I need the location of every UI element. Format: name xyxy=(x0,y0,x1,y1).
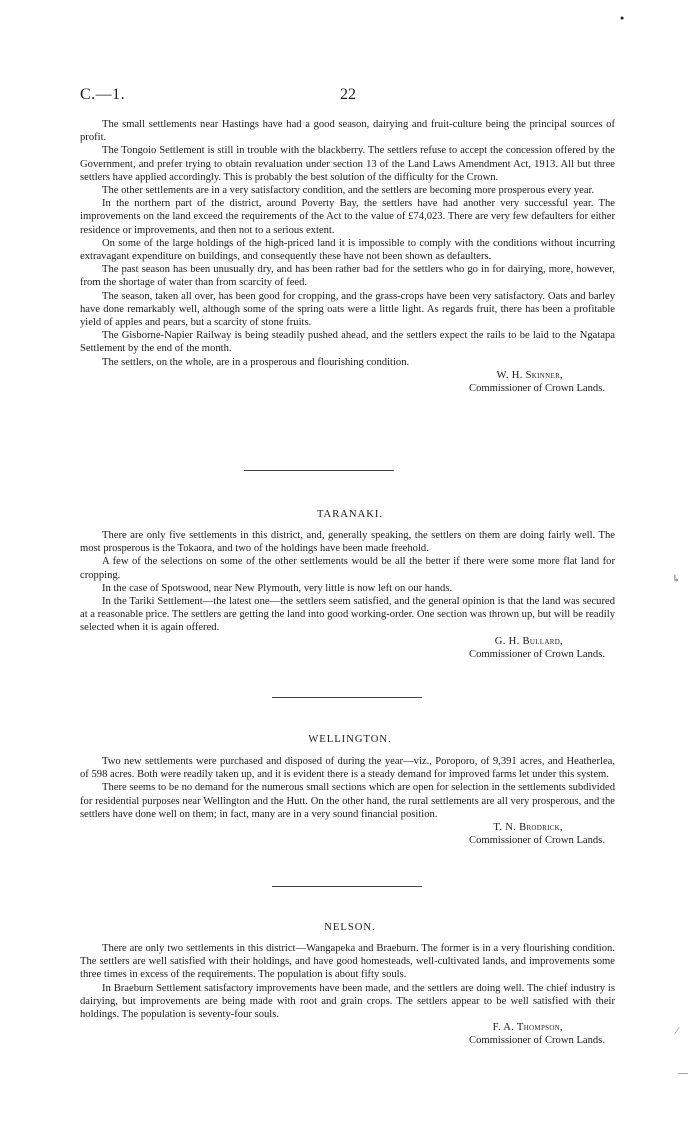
signature-title: Commissioner of Crown Lands. xyxy=(469,383,605,395)
signature-title: Commissioner of Crown Lands. xyxy=(469,1035,605,1047)
report-code: C.—1. xyxy=(80,86,126,103)
margin-mark: — xyxy=(678,1068,688,1079)
signature-name: T. N. Brodrick, xyxy=(493,822,563,834)
paragraph: On some of the large holdings of the high-priced land it is impossible to comply with the conditions without incurring extravagant expenditure on buildings, and consequently these have not been shown as defaulters. xyxy=(80,237,615,263)
taranaki-section xyxy=(80,529,615,661)
signature-title: Commissioner of Crown Lands. xyxy=(469,835,605,847)
scan-speck: ● xyxy=(620,14,625,22)
paragraph: In the northern part of the district, around Poverty Bay, the settlers have had another very successful year. The improvements on the land exceed the requirements of the Act to the value of £74,023. There are very few defaulters for either residence or improvements, and then not to a serious extent. xyxy=(80,198,615,236)
section-title-wellington: WELLINGTON. xyxy=(308,734,392,745)
section-divider xyxy=(244,470,394,471)
signature-block xyxy=(80,635,615,661)
paragraph: In the Tariki Settlement—the latest one—the settlers seem satisfied, and the general opinion is that the land was secured at a reasonable price. The settlers are getting the land into good working-order. One section was thrown up, but will be readily selected when it is again offered. xyxy=(80,596,615,634)
page-number: 22 xyxy=(340,86,356,103)
paragraph: The other settlements are in a very satisfactory condition, and the settlers are becoming more prosperous every year. xyxy=(102,185,595,197)
section-title-nelson: NELSON. xyxy=(324,922,376,933)
paragraph: There seems to be no demand for the numerous small sections which are open for selection in the settlements subdivided for residential purposes near Wellington and the Hutt. On the other hand, the rural settlements are all very prosperous, and the settlers have done well on them; in fact, many are in a very sound financial position. xyxy=(80,782,615,820)
paragraph: There are only two settlements in this district—Wangapeka and Braeburn. The former is in a very flourishing condition. The settlers are well satisfied with their holdings, and have good homesteads, well-cultivated lands, and improvements some three times in excess of the requirements. The population is about fifty souls. xyxy=(80,943,615,981)
signature-block xyxy=(80,369,615,395)
intro-section xyxy=(80,118,615,395)
paragraph: The Gisborne-Napier Railway is being steadily pushed ahead, and the settlers expect the rails to be laid to the Ngatapa Settlement by the end of the month. xyxy=(80,330,615,355)
signature-block xyxy=(80,1021,615,1047)
signature-title: Commissioner of Crown Lands. xyxy=(469,648,605,660)
signature-name: F. A. Thompson, xyxy=(492,1022,563,1034)
paragraph: In the case of Spotswood, near New Plymouth, very little is now left on our hands. xyxy=(102,582,453,594)
wellington-section xyxy=(80,755,615,847)
paragraph: The Tongoio Settlement is still in trouble with the blackberry. The settlers refuse to accept the concession offered by the Government, and prefer trying to obtain revaluation under section 13 of the Land Laws Amendment Act, 1913. All but three settlers have applied accordingly. This is probably the best solution of the difficulty for the Crown. xyxy=(80,145,615,183)
section-divider xyxy=(272,697,422,698)
paragraph: The small settlements near Hastings have had a good season, dairying and fruit-culture being the principal sources of profit. xyxy=(80,119,615,144)
section-title-taranaki: TARANAKI. xyxy=(316,509,384,520)
paragraph: The season, taken all over, has been good for cropping, and the grass-crops have been very satisfactory. Oats and barley have done remarkably well, although some of the spring oats were a little light. As regards fruit, there has been a profitable yield of apples and pears, but a scarcity of stone fruits. xyxy=(80,290,615,329)
paragraph: In Braeburn Settlement satisfactory improvements have been made, and the settlers are doing well. The chief industry is dairying, but improvements are being made with root and grain crops. The settlers appear to be well satisfied with their holdings. The population is seventy-four souls. xyxy=(80,982,615,1021)
margin-mark: ↳ xyxy=(672,574,681,585)
nelson-section xyxy=(80,942,615,1048)
paragraph: There are only five settlements in this district, and, generally speaking, the settlers on them are doing fairly well. The most prosperous is the Tokaora, and two of the holdings have been made freehold. xyxy=(80,530,615,555)
paragraph: The past season has been unusually dry, and has been rather bad for the settlers who go in for dairying, more, however, from the shortage of water than from scarcity of feed. xyxy=(80,264,615,289)
margin-mark: ∕ xyxy=(676,1026,678,1037)
section-divider xyxy=(272,886,422,887)
paragraph: Two new settlements were purchased and disposed of during the year—viz., Poroporo, of 9,391 acres, and Heatherlea, of 598 acres. Both were readily taken up, and it is evident there is a steady demand for improved farms let under this system. xyxy=(80,756,615,781)
paragraph: A few of the selections on some of the other settlements would be all the better if there were some more flat land for cropping. xyxy=(80,556,615,581)
signature-block xyxy=(80,821,615,847)
paragraph: The settlers, on the whole, are in a prosperous and flourishing condition. xyxy=(102,356,410,368)
signature-name: W. H. Skinner, xyxy=(496,369,563,381)
signature-name: G. H. Bullard, xyxy=(494,635,563,647)
